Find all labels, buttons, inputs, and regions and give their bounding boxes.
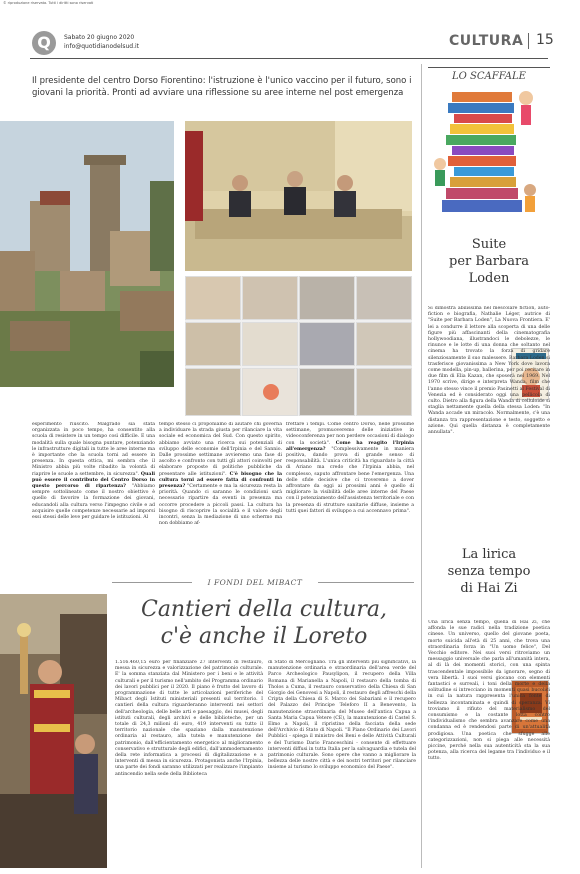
article-column-2: tempo stesso ci proponiamo di aiutare chi governa a individuare la strada giusta per rilanciare la vita sociale ed economica del Sud. Con questo spirito, abbiamo avviato una ricerca sui potenziali di sviluppo delle economie dell'Irpinia e del Sannio. Dalle prossime settimane avvieremo una fase di ascolto e confronto con tutti gli attori coinvolti per elaborare proposte di politiche pubbliche da presentare alle istituzioni". C'è bisogno che la cultura torni ad essere fatta di confronti in presenza? "Certamente e ma la sicurezza resta la priorità. Quando ci saranno le condizioni sarà necessario ripartire da eventi in presenza ma occorre procedere a piccoli passi. La cultura ha bisogno di riscoprire la socialità e il valore degli incontri, senza la mediazione di uno schermo ma non dobbiamo af-: [159, 422, 282, 527]
conference-photo: [185, 121, 412, 271]
newspaper-logo: Q: [32, 31, 56, 55]
book1-review: Si dimostra abilissima nel mescolare fiction, auto-fiction e biografia, Nathalie Léger, autrice di "Suite per Barbara Loden", La Nuova Frontiera. E' lei a condurre il lettore alla scoperta di una delle figure più affascinanti della cinematografia hollywoodiana, illustrandoci le debolezze, le rinunce e le lotte di una donna che soltanto nel cinema ha trovato la forza di gridare silenziosamente il suo malessere. Barbara Loden si trasferisce giovanissima a New York dove lavora come modella, pin-up, ballerina, per poi recitare in due film di Elia Kazan, che sposerà nel 1969. Nel 1970 scrive, dirige e interpreta Wanda, film che l'anno stesso vince il premio Pasinetti al Festival di Venezia ed è considerato oggi una pellicola di culto. Dietro alla figura della Wanda di celluloide si staglia nettamente quella della stessa Loden: "In Wanda accade un miracolo. Normalmente, c'è una distanza tra rappresentazione e testo, soggetto e azione. Qui quella distanza è completamente annullata".: [428, 306, 550, 436]
main-headline: Il presidente del centro Dorso Fiorentino: l'istruzione è l'unico vaccino per il futuro, sono i giovani la priorità. Pronti ad avviare una riflessione su aree interne nel post emergenza: [32, 76, 412, 98]
shelf-title: LO SCAFFALE: [448, 71, 530, 82]
avatar-icon: [263, 384, 279, 400]
copyright-notice: © riproduzione riservata. Tutti i diritti sono riservati: [3, 1, 94, 5]
section-kicker: I FONDI DEL MIBACT: [207, 578, 303, 587]
book1-title: Suite per Barbara Loden: [449, 237, 529, 286]
book2-title: La lirica senza tempo di Hai Zi: [447, 547, 531, 596]
mibact-column-1: 1.516.460,15 euro per finanziare 27 interventi di restauro, messa in sicurezza e valorizzazione del patrimonio culturale. E' la somma stanziata dal Ministero per i beni e le attività culturali e per il turismo nell'ambito del Programma ordinario dei lavori pubblici per il 2020. Il piano è frutto del lavoro di programmazione di tutte le articolazioni periferiche del Mibact degli Istituti ministeriali presenti sul territorio. I cantieri della cultura riguarderanno interventi nei settori dell'archeologia, delle belle arti e paesaggio, dei musei, degli istituti culturali, degli archivi e delle biblioteche, per un totale di 24,3 milioni di euro, 419 interventi su tutto il territorio nazionale che spaziano dalla manutenzione ordinaria al restauro, alla tutela e manutenzione del patrimonio, dall'efficientamento energetico al miglioramento conservativo e strutturale degli edifici, dall'ammodernamento della rete informatica a processi di digitalizzazione e a interventi di messa in sicurezza. Protagonista anche l'Irpinia, una parte dei fondi saranno utilizzati per realizzare l'impianto antincendio nella sede della Biblioteca: [115, 660, 263, 777]
videoconference-grid: [185, 276, 412, 416]
issue-date: Sabato 20 giugno 2020: [64, 34, 135, 41]
town-photo: [0, 121, 174, 387]
section-title: CULTURA: [449, 33, 524, 49]
loreto-photo: [0, 594, 107, 868]
books-illustration: [432, 80, 550, 218]
contact-email[interactable]: info@quotidianodelsud.it: [64, 43, 140, 50]
article-column-1: esperimento riuscito. Malgrado sia stata organizzata in poco tempo, ha consentito alla scuola di resistere in un tempo così difficile. E una modalità sulla quale bisogna puntare, potenziando le infrastrutture digitali in tutte le aree interne ma è importante che la scuola torni ad essere in presenza. In questa ottica, mi sembra che il Ministro abbia più volte ribadito la volontà di riaprire le scuole a settembre, in sicurezza". Quali può essere il contributo del Centro Dorso in questo percorso di ripartenza? "Abbiamo sempre sottolineato come il nostro obiettivo è quello di favorire la formazione dei giovani, educandoli alla cultura verso l'impegno civile e ad acquisire quelle competenze necessarie ad imporsi essi stessi delle leve per guidare le istituzioni. Al: [32, 422, 155, 521]
book2-review: Una lirica senza tempo, quella di Hai Zi, che affonda le sue radici nella tradizione poetica cinese. Un universo, quello del giovane poeta, morto suicida all'età di 25 anni, che trova una straordinaria forza in "Un uomo felice", Del Vecchio editore. Nei suoi versi ritroviamo un messaggio universale che parla all'umanità intera, al di là dei momenti storici, con una spinta trascendentale impossibile da ignorare, segno di vera libertà. I suoi versi giocano con elementi fantastici e surreali, i toni della morte e della solitudine si intrecciano in momenti quasi bucolici in cui la natura rappresenta l'unica fonte di bellezza incontaminata e quindi di speranza. Vi troviamo il rifiuto del materialismo del consumismo e la costante lotta contro l'individualismo che sembra avanzare come una condanna ed è rendendosi parte di un'attualità prodigiosa. Una poetica che sfugge alle categorizzazioni, non si piega alle necessità piccine, perché nella sua autenticità sta la sua potenza, alla ricerca del legame tra l'individuo e il tutto.: [428, 620, 550, 762]
page-number: 15: [536, 32, 554, 48]
mibact-headline: Cantieri della cultura, c'è anche il Loreto: [140, 597, 387, 649]
article-column-3: frettare i tempi. Come centro Dorso, nelle prossime settimane, promuoveremo delle iniziative in videoconferenza per non perdere occasioni di dialogo con la società". Come ha reagito l'Irpinia all'emergenza? "Complessivamente in maniera positiva, dando prova di grande senso di responsabilità. L'unica criticità ha riguardato la città di Ariano ma credo che l'Irpinia abbia, nel complesso, saputo affrontare bene l'emergenza. Una delle sfide decisive che ci troveremo a dover affrontare da oggi ai prossimi anni è quello di migliorare la visibilità delle aree interne del Paese con il potenziamento dell'assistenza territoriale e con la presenza di strutture sanitarie diffuse, insieme a tutti quei fattori di sviluppo a cui accennavo prima".: [286, 422, 414, 514]
mibact-column-2: di Stato di Mercogliano. Tra gli interventi più significativi, la manutenzione ordinaria e straordinaria dell'area verde del Parco Archeologico Pausylipon, il recupero della Villa Romana di Marianella a Napoli, il restauro della tomba di Tholos a Cuma, il restauro conservativo della Chiesa di San Giorgio dei Genovesi a Napoli, il restauro degli affreschi della Cripta della Chiesa di S. Marco dei Sabariani e il recupero del Palazzo del Principe Teleforo II a Benevento, la manutenzione straordinaria del Museo dell'antica Capua a Santa Maria Capua Vetere (CE), la manutenzione di Castel S. Elmo a Napoli, il ripristino della facciata della sede dell'Archivio di Stato di Napoli. "Il Piano Ordinario dei Lavori Pubblici - spiega il ministro dei Beni e delle Attività Culturali e del Turismo Dario Franceschini - consente di effettuare interventi diffusi in tutta Italia per la salvaguardia e tutela del patrimonio culturale. Sono opere che vanno a migliorare la bellezza delle nostre città e dei nostri territori per rilanciare insieme al turismo lo sviluppo economico del Paese".: [268, 660, 416, 771]
